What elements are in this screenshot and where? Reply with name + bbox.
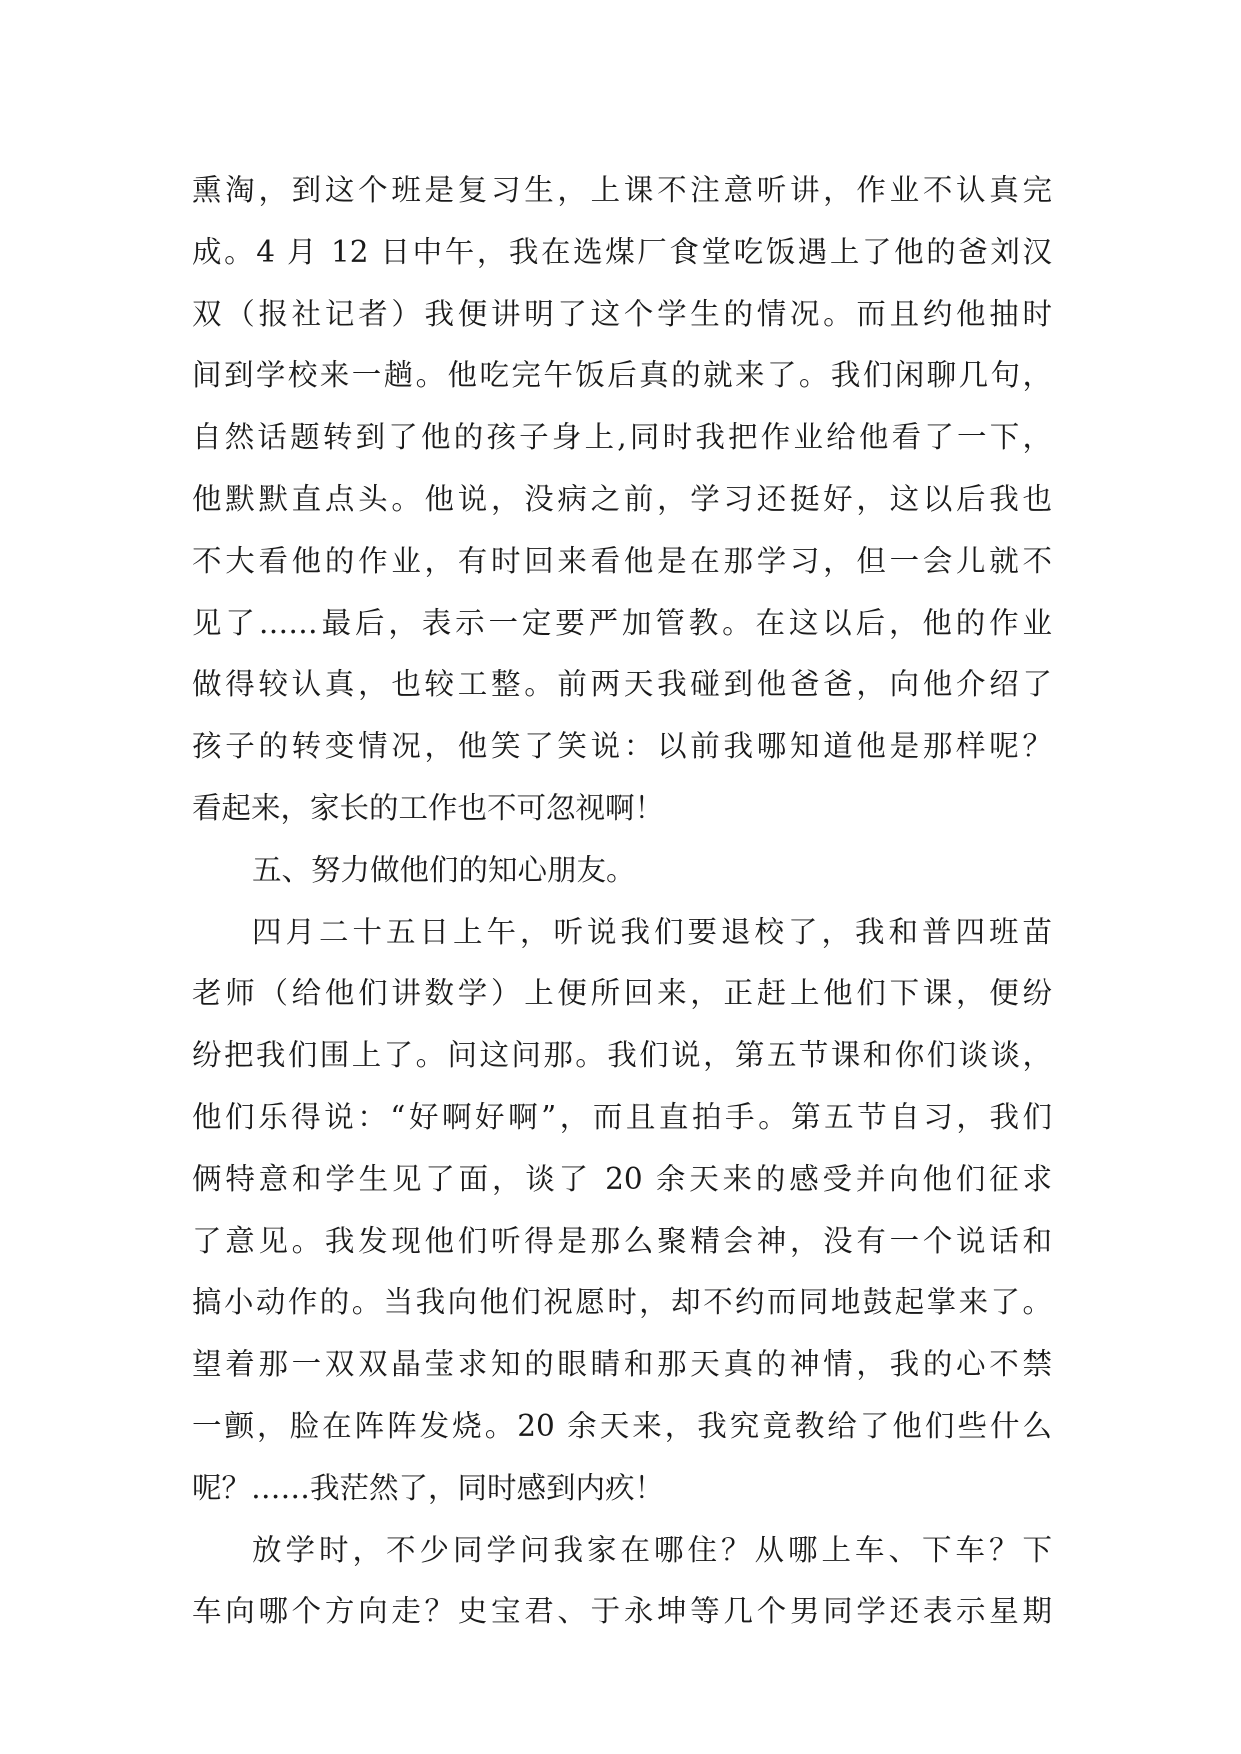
text-line: 不大看他的作业，有时回来看他是在那学习，但一会儿就不 xyxy=(192,543,1052,578)
paragraph-first-line: 放学时，不少同学问我家在哪住？从哪上车、下车？下 xyxy=(252,1532,1052,1567)
text-line: 车向哪个方向走？史宝君、于永坤等几个男同学还表示星期 xyxy=(192,1594,1052,1629)
text-line: 双（报社记者）我便讲明了这个学生的情况。而且约他抽时 xyxy=(192,296,1052,331)
text-line: 一颤，脸在阵阵发烧。20 余天来，我究竟教给了他们些什么 xyxy=(192,1408,1052,1443)
text-line: 搞小动作的。当我向他们祝愿时，却不约而同地鼓起掌来了。 xyxy=(192,1285,1052,1320)
text-line: 俩特意和学生见了面，谈了 20 余天来的感受并向他们征求 xyxy=(192,1161,1052,1196)
text-line: 成。4 月 12 日中午，我在选煤厂食堂吃饭遇上了他的爸刘汉 xyxy=(192,234,1052,269)
text-line: 间到学校来一趟。他吃完午饭后真的就来了。我们闲聊几句， xyxy=(192,358,1052,393)
text-line: 呢？……我茫然了，同时感到内疚！ xyxy=(192,1470,665,1505)
section-heading: 五、努力做他们的知心朋友。 xyxy=(252,852,636,887)
text-line: 熏淘，到这个班是复习生，上课不注意听讲，作业不认真完 xyxy=(192,173,1052,207)
text-line: 他们乐得说：“好啊好啊”，而且直拍手。第五节自习，我们 xyxy=(192,1099,1052,1134)
text-line: 他默默直点头。他说，没病之前，学习还挺好，这以后我也 xyxy=(192,481,1052,516)
text-line: 望着那一双双晶莹求知的眼睛和那天真的神情，我的心不禁 xyxy=(192,1347,1052,1382)
paragraph-first-line: 四月二十五日上午，听说我们要退校了，我和普四班苗 xyxy=(252,914,1052,949)
text-line: 孩子的转变情况，他笑了笑说：以前我哪知道他是那样呢？ xyxy=(192,729,1052,764)
text-line: 自然话题转到了他的孩子身上,同时我把作业给他看了一下， xyxy=(192,420,1052,455)
body-text xyxy=(192,160,1052,1643)
text-line: 看起来，家长的工作也不可忽视啊！ xyxy=(192,790,665,825)
text-line: 做得较认真，也较工整。前两天我碰到他爸爸，向他介绍了 xyxy=(192,667,1052,702)
text-line: 老师（给他们讲数学）上便所回来，正赶上他们下课，便纷 xyxy=(192,976,1052,1011)
text-line: 纷把我们围上了。问这问那。我们说，第五节课和你们谈谈， xyxy=(192,1038,1052,1073)
text-line: 了意见。我发现他们听得是那么聚精会神，没有一个说话和 xyxy=(192,1223,1052,1258)
text-line: 见了……最后，表示一定要严加管教。在这以后，他的作业 xyxy=(192,605,1052,640)
